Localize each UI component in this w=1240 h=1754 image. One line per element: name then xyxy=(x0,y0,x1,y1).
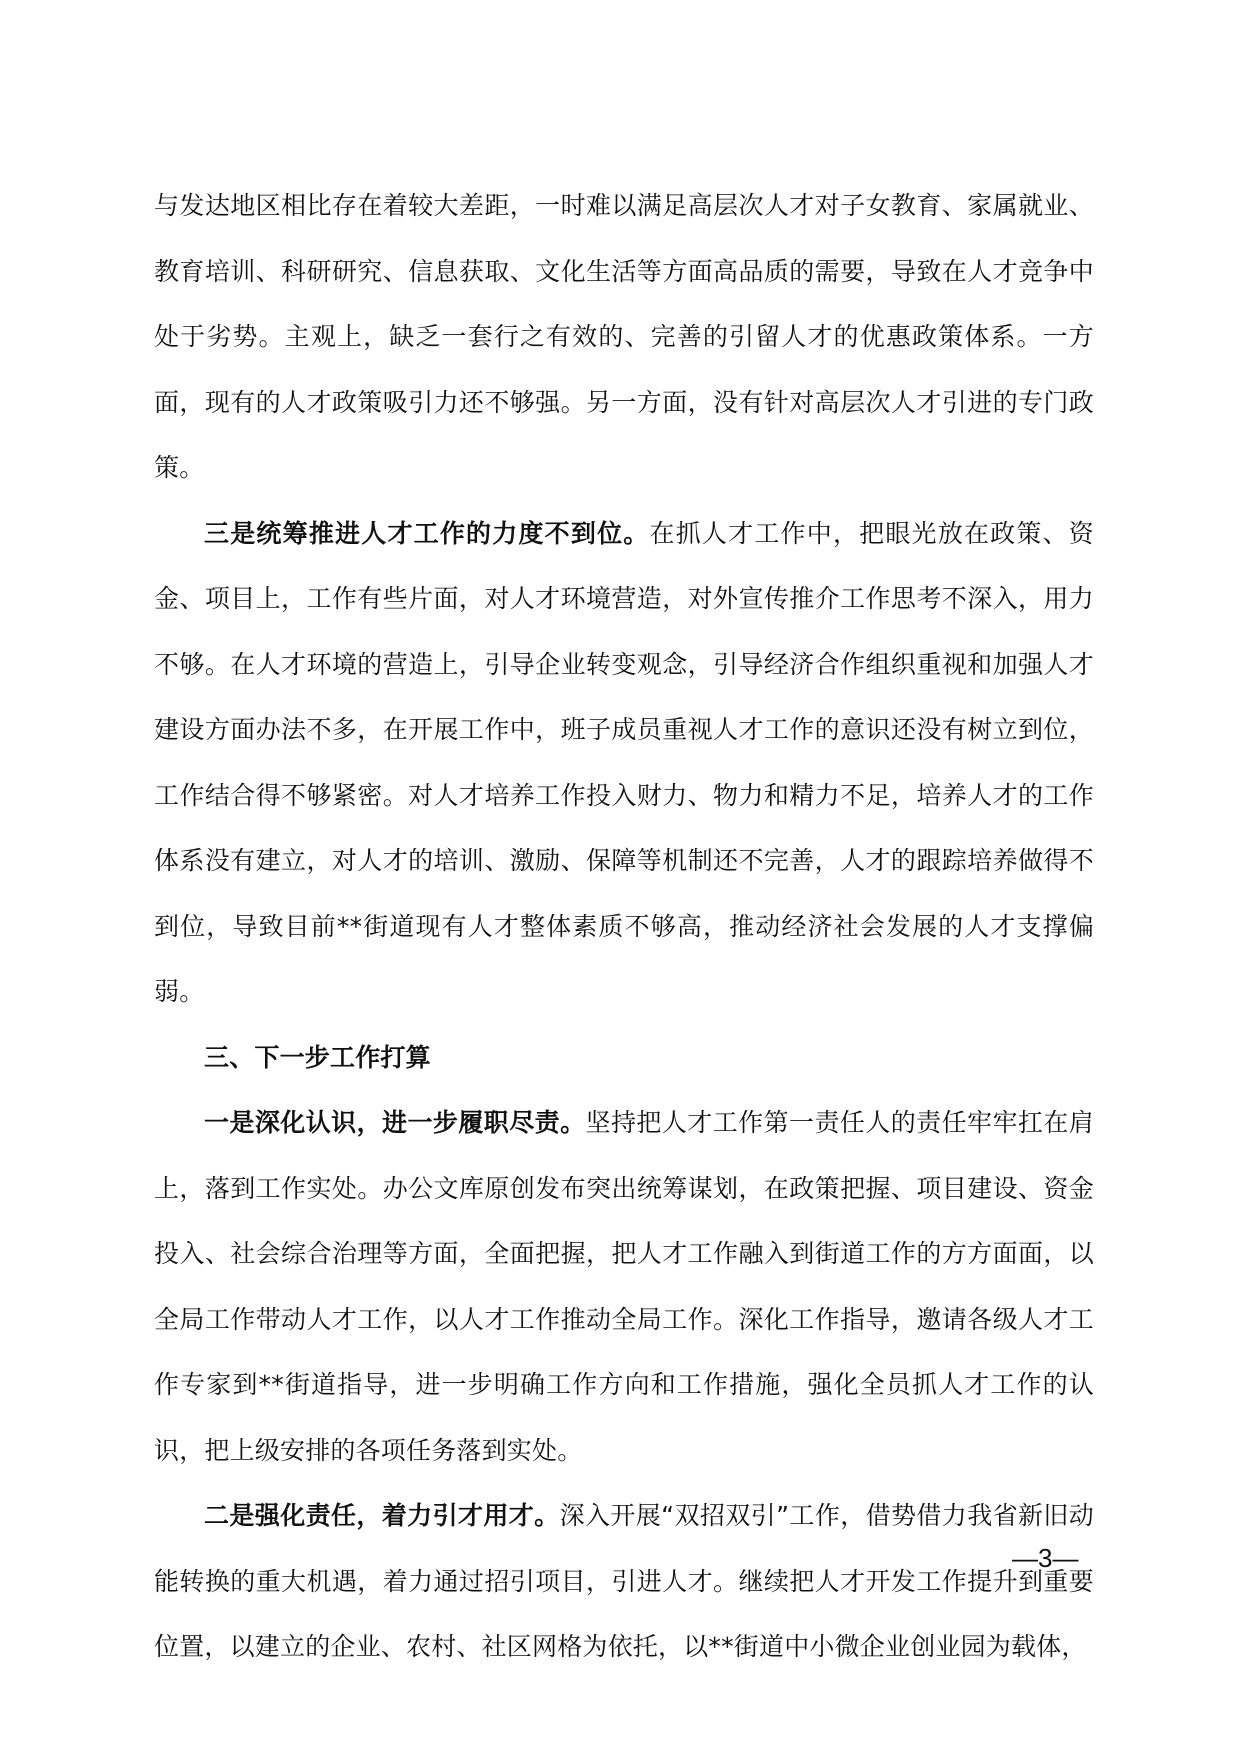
paragraph-lead: 一是深化认识，进一步履职尽责。 xyxy=(204,1108,586,1137)
document-body xyxy=(154,173,1094,1680)
paragraph-point-three xyxy=(154,501,1094,1025)
paragraph-lead: 三是统筹推进人才工作的力度不到位。 xyxy=(204,518,650,548)
paragraph-text: 在抓人才工作中，把眼光放在政策、资金、项目上，工作有些片面，对人才环境营造，对外宣传推介工作思考不深入，用力不够。在人才环境的营造上，引导企业转变观念，引导经济合作组织重视和加强人才建设方面办法不多，在开展工作中，班子成员重视人才工作的意识还没有树立到位，工作结合得不够紧密。对人才培养工作投入财力、物力和精力不足，培养人才的工作体系没有建立，对人才的培训、激励、保障等机制还不完善，人才的跟踪培养做得不到位，导致目前**街道现有人才整体素质不够高，推动经济社会发展的人才支撑偏弱。 xyxy=(154,518,1094,1006)
paragraph-continuation xyxy=(154,173,1094,501)
paragraph-next-step-one xyxy=(154,1090,1094,1483)
paragraph-lead: 二是强化责任，着力引才用才。 xyxy=(204,1501,560,1530)
paragraph-text: 与发达地区相比存在着较大差距，一时难以满足高层次人才对子女教育、家属就业、教育培训、科研研究、信息获取、文化生活等方面高品质的需要，导致在人才竞争中处于劣势。主观上，缺乏一套行之有效的、完善的引留人才的优惠政策体系。一方面，现有的人才政策吸引力还不够强。另一方面，没有针对高层次人才引进的专门政策。 xyxy=(154,191,1094,482)
paragraph-text: 坚持把人才工作第一责任人的责任牢牢扛在肩上，落到工作实处。办公文库原创发布突出统筹谋划，在政策把握、项目建设、资金投入、社会综合治理等方面，全面把握，把人才工作融入到街道工作的方方面面，以全局工作带动人才工作，以人才工作推动全局工作。深化工作指导，邀请各级人才工作专家到**街道指导，进一步明确工作方向和工作措施，强化全员抓人才工作的认识，把上级安排的各项任务落到实处。 xyxy=(154,1108,1094,1465)
paragraph-next-step-two xyxy=(154,1483,1094,1680)
section-heading: 三、下一步工作打算 xyxy=(204,1042,431,1072)
page-number: —3— xyxy=(1012,1543,1079,1573)
paragraph-text: 深入开展“双招双引”工作，借势借力我省新旧动能转换的重大机遇，着力通过招引项目，引进人才。继续把人才开发工作提升到重要位置，以建立的企业、农村、社区网格为依托，以**街道中小微企业创业园为载体， xyxy=(154,1501,1094,1661)
